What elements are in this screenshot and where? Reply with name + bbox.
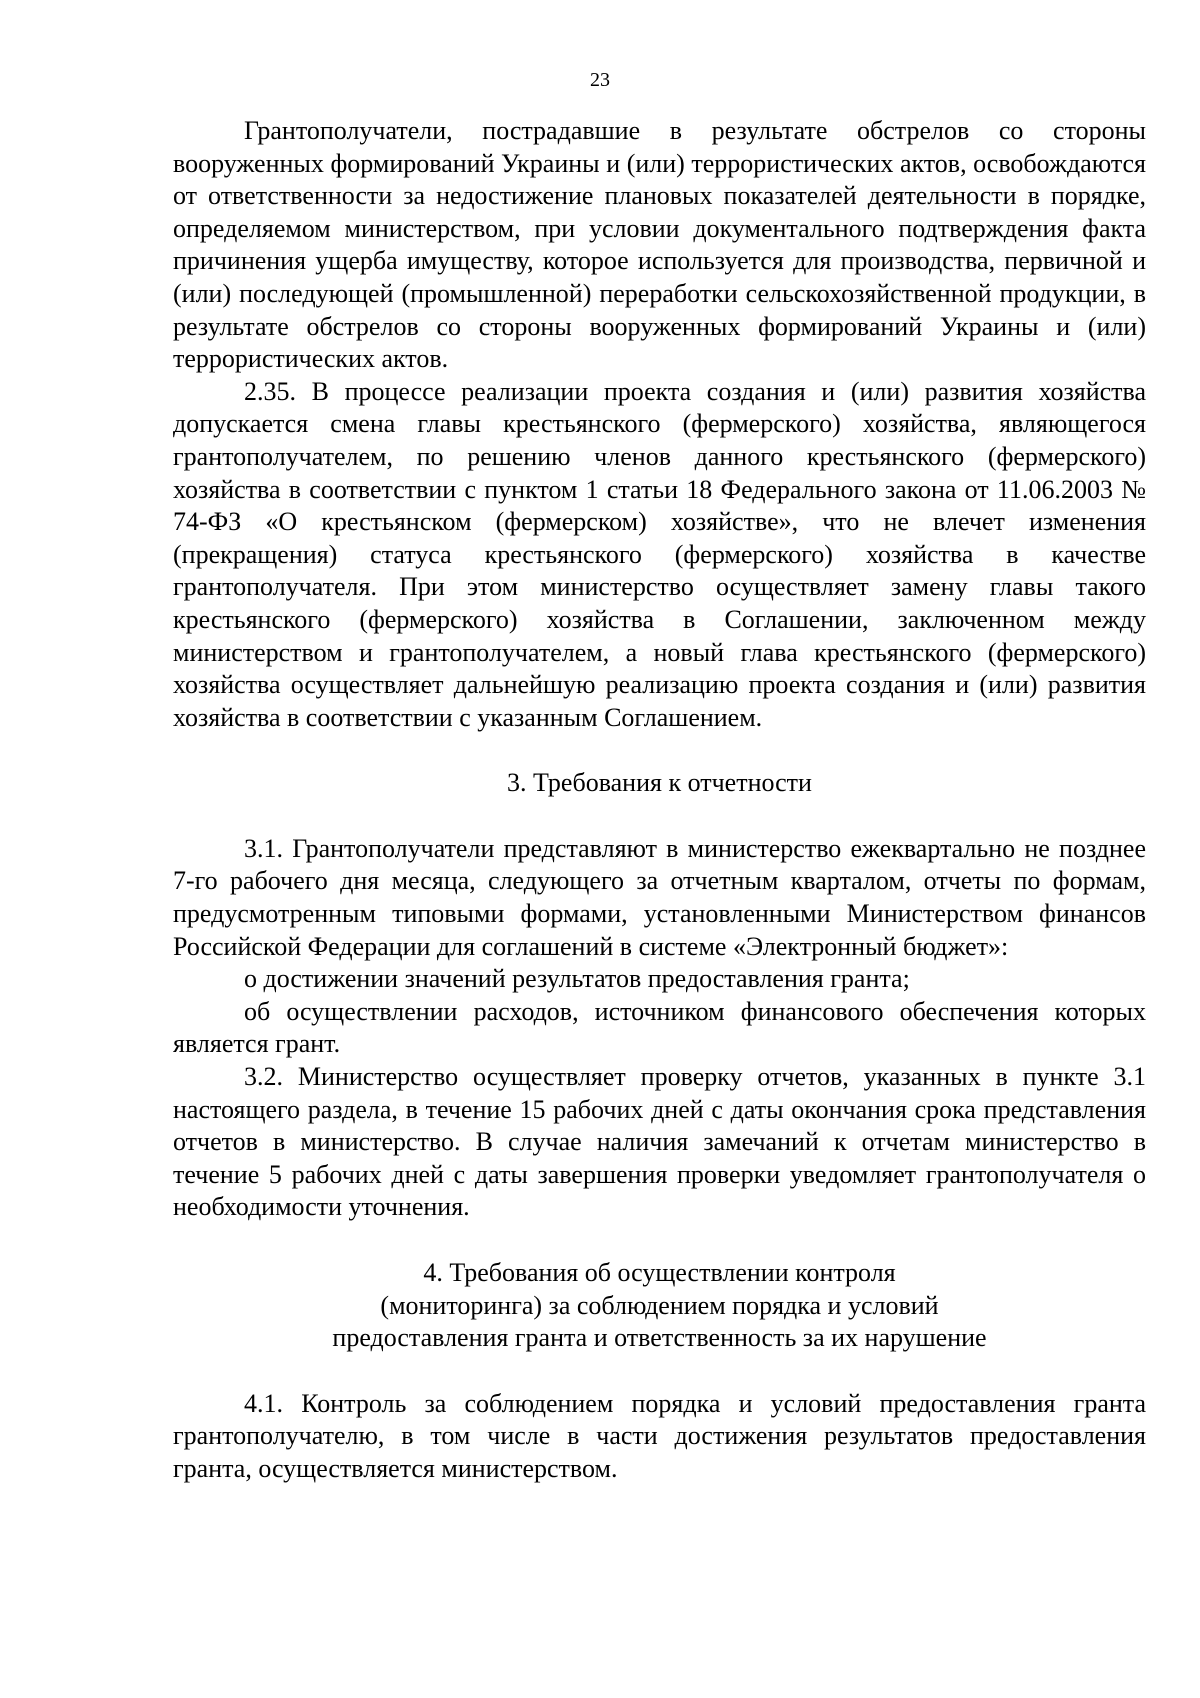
page-number: 23: [590, 69, 610, 91]
section-4-heading-line: предоставления гранта и ответственность за их нарушение: [332, 1323, 987, 1353]
paragraph-2-35: 2.35. В процессе реализации проекта создания и (или) развития хозяйства допускается смена главы крестьянского (фермерского) хозяйства, являющегося грантополучателем, по решению членов данного крестьянского (фермерского) хозяйства в соответствии с пунктом 1 статьи 18 Федерального закона от 11.06.2003 № 74-ФЗ «О крестьянском (фермерском) хозяйстве», что не влечет изменения (прекращения) статуса крестьянского (фермерского) хозяйства в качестве грантополучателя. При этом министерство осуществляет замену главы такого крестьянского (фермерского) хозяйства в Соглашении, заключенном между министерством и грантополучателем, а новый глава крестьянского (фермерского) хозяйства осуществляет дальнейшую реализацию проекта создания и (или) развития хозяйства в соответствии с указанным Соглашением.: [173, 376, 1146, 732]
paragraph-3-1-item-expenses: об осуществлении расходов, источником финансового обеспечения которых является грант.: [173, 996, 1146, 1059]
section-4-body: [173, 1388, 1146, 1486]
section-4-heading: [173, 1257, 1146, 1355]
section-4-heading-line: (мониторинга) за соблюдением порядка и условий: [380, 1290, 939, 1320]
section-4-heading-line: 4. Требования об осуществлении контроля: [423, 1258, 896, 1287]
section-3-heading: 3. Требования к отчетности: [507, 768, 812, 798]
paragraph-grant-recipients-exemption: Грантополучатели, пострадавшие в результате обстрелов со стороны вооруженных формирований Украины и (или) террористических актов, освобождаются от ответственности за недостижение плановых показателей деятельности в порядке, определяемом министерством, при условии документального подтверждения факта причинения ущерба имуществу, которое используется для производства, первичной и (или) последующей (промышленной) переработки сельскохозяйственной продукции, в результате обстрелов со стороны вооруженных формирований Украины и (или) террористических актов.: [173, 116, 1146, 374]
paragraph-3-1: 3.1. Грантополучатели представляют в министерство ежеквартально не позднее 7-го рабочего дня месяца, следующего за отчетным кварталом, отчеты по формам, предусмотренным типовыми формами, установленными Министерством финансов Российской Федерации для соглашений в системе «Электронный бюджет»:: [173, 833, 1146, 961]
paragraph-3-1-item-results: о достижении значений результатов предоставления гранта;: [244, 964, 910, 994]
document-body: [173, 115, 1146, 1486]
paragraph-3-2: 3.2. Министерство осуществляет проверку отчетов, указанных в пункте 3.1 настоящего раздела, в течение 15 рабочих дней с даты окончания срока представления отчетов в министерство. В случае наличия замечаний к отчетам министерство в течение 5 рабочих дней с даты завершения проверки уведомляет грантополучателя о необходимости уточнения.: [173, 1062, 1146, 1222]
paragraph-4-1: 4.1. Контроль за соблюдением порядка и условий предоставления гранта грантополучателю, в том числе в части достижения результатов предоставления гранта, осуществляется министерством.: [173, 1388, 1146, 1483]
section-3-body: [173, 833, 1146, 1224]
